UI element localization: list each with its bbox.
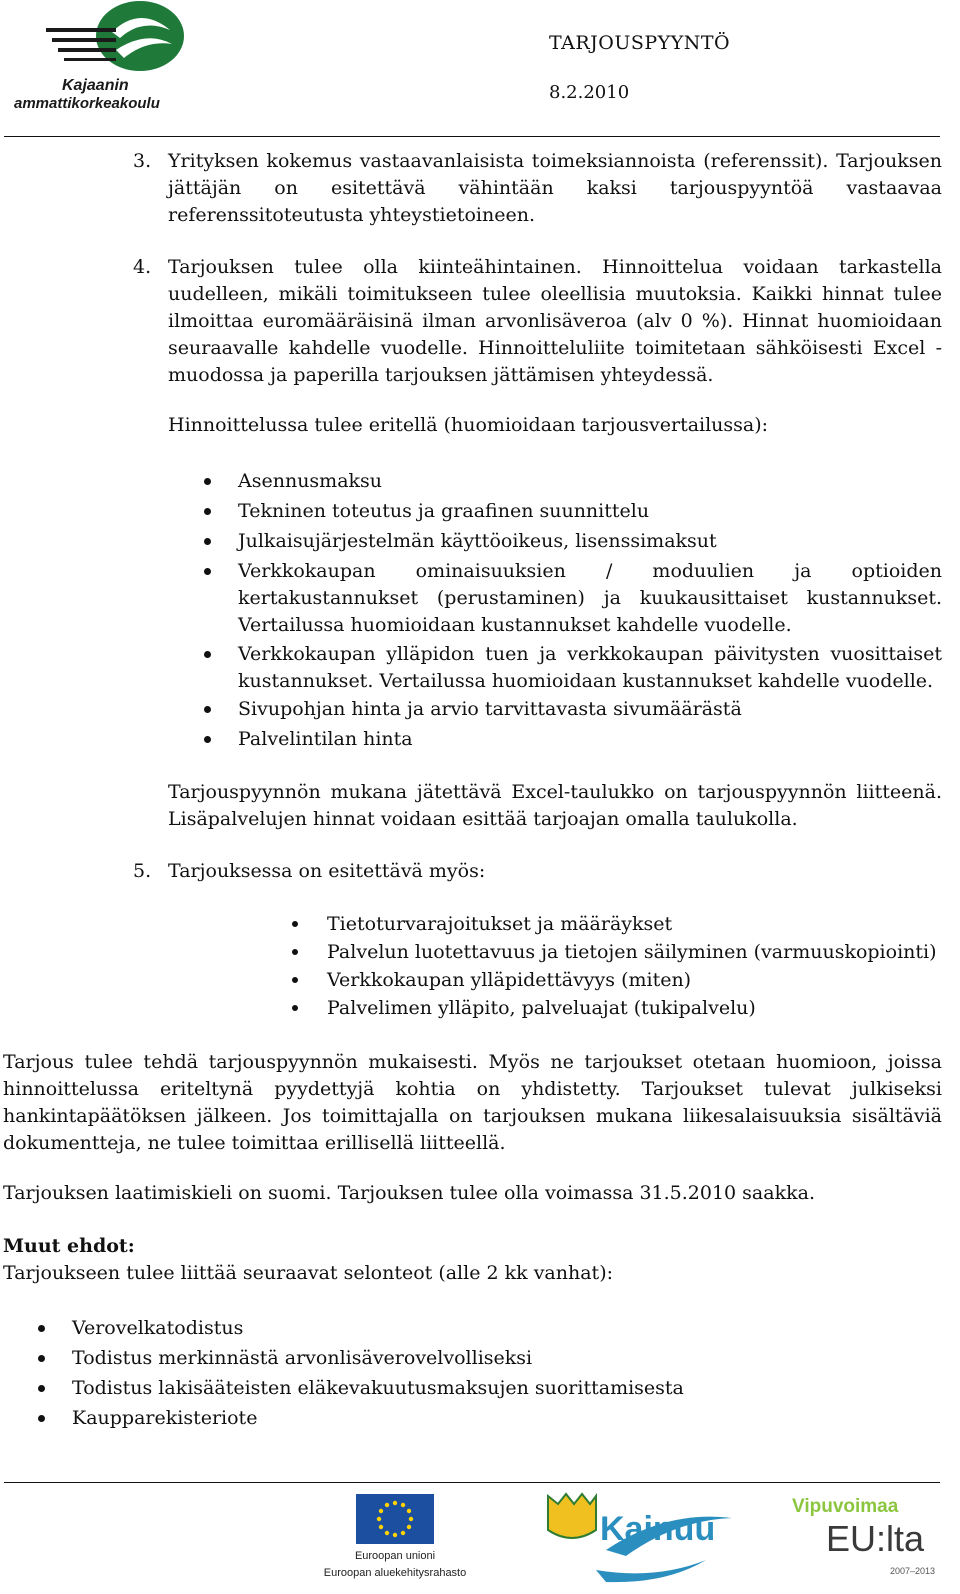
pricing-intro: Hinnoittelussa tulee eritellä (huomioidaan tarjousvertailussa): bbox=[168, 414, 769, 436]
bullet-icon bbox=[292, 977, 298, 983]
language-validity-paragraph: Tarjouksen laatimiskieli on suomi. Tarjouksen tulee olla voimassa 31.5.2010 saakka. bbox=[3, 1182, 815, 1204]
document-title: TARJOUSPYYNTÖ bbox=[549, 32, 731, 54]
list-item: Palvelun luotettavuus ja tietojen säilyminen (varmuuskopiointi) bbox=[327, 941, 937, 963]
bullet-icon bbox=[204, 478, 211, 485]
list-item: Sivupohjan hinta ja arvio tarvittavasta sivumäärästä bbox=[238, 698, 742, 720]
excel-note: Tarjouspyynnön mukana jätettävä Excel-taulukko on tarjouspyynnön liitteenä. Lisäpalvelujen hinnat voidaan esittää tarjoajan omalla taulukolla. bbox=[168, 781, 942, 830]
logo-line1: Kajaanin bbox=[62, 77, 129, 94]
other-terms-intro: Tarjoukseen tulee liittää seuraavat selonteot (alle 2 kk vanhat): bbox=[3, 1262, 614, 1284]
bullet-icon bbox=[38, 1415, 45, 1422]
list-item: Julkaisujärjestelmän käyttöoikeus, lisenssimaksut bbox=[238, 530, 717, 552]
eu-line2: Euroopan aluekehitysrahasto bbox=[323, 1567, 467, 1579]
document-date: 8.2.2010 bbox=[549, 82, 630, 103]
other-terms-heading: Muut ehdot: bbox=[3, 1235, 135, 1257]
bullet-icon bbox=[292, 921, 298, 927]
bullet-icon bbox=[38, 1355, 45, 1362]
list-item: Verkkokaupan ylläpidettävyys (miten) bbox=[327, 969, 692, 991]
bullet-icon bbox=[204, 508, 211, 515]
vipuvoimaa-logo bbox=[790, 1494, 940, 1590]
program-years: 2007–2013 bbox=[890, 1566, 936, 1576]
bullet-icon bbox=[292, 1005, 298, 1011]
bullet-icon bbox=[204, 538, 211, 545]
vipuvoimaa-text: Vipuvoimaa bbox=[792, 1496, 899, 1517]
eu-line1: Euroopan unioni bbox=[354, 1550, 436, 1562]
kainuu-logo bbox=[546, 1490, 736, 1590]
eu-logo bbox=[322, 1494, 468, 1590]
offer-paragraph: Tarjous tulee tehdä tarjouspyynnön mukaisesti. Myös ne tarjoukset otetaan huomioon, joissa hinnoittelussa eriteltynä pyydettyjä kohtia on yhdistetty. Tarjoukset tulevat julkiseksi hankintapäätöksen jälkeen. Jos toimittajalla on tarjouksen mukana liikesalaisuuksia sisältäviä dokumentteja, ne tulee toimittaa erillisellä liitteellä. bbox=[3, 1051, 942, 1154]
bullet-icon bbox=[292, 949, 298, 955]
kamk-emblem-icon bbox=[42, 0, 192, 80]
item-number-3: 3. bbox=[133, 150, 152, 172]
list-item: Verkkokaupan ylläpidon tuen ja verkkokaupan päivitysten vuosittaiset kustannukset. Vertailussa huomioidaan kustannukset kahdelle vuodelle. bbox=[238, 643, 942, 692]
list-item: Palvelimen ylläpito, palveluajat (tukipalvelu) bbox=[327, 997, 756, 1019]
item-number-5: 5. bbox=[133, 860, 152, 882]
list-item: Todistus merkinnästä arvonlisäverovelvolliseksi bbox=[72, 1347, 533, 1369]
kainuu-wordmark: Kainuu bbox=[600, 1510, 716, 1548]
list-item: Todistus lakisääteisten eläkevakuutusmaksujen suorittamisesta bbox=[72, 1377, 684, 1399]
list-item: Verovelkatodistus bbox=[72, 1317, 244, 1339]
bullet-icon bbox=[38, 1385, 45, 1392]
bullet-icon bbox=[204, 706, 211, 713]
logo-line2: ammattikorkeakoulu bbox=[14, 95, 160, 112]
kamk-logo bbox=[12, 0, 202, 115]
item-4-text: Tarjouksen tulee olla kiinteähintainen. Hinnoittelua voidaan tarkastella uudelleen, mikäli toimitukseen tulee oleellisia muutoksia. Kaikki hinnat tulee ilmoittaa euromääräisinä ilman arvonlisäveroa (alv 0 %). Hinnat huomioidaan seuraavalle kahdelle vuodelle. Hinnoitteluliite toimitetaan sähköisesti Excel -muodossa ja paperilla tarjouksen jättämisen yhteydessä. bbox=[168, 256, 942, 386]
list-item: Tietoturvarajoitukset ja määräykset bbox=[327, 913, 673, 935]
list-item: Asennusmaksu bbox=[238, 470, 383, 492]
list-item: Kaupparekisteriote bbox=[72, 1407, 258, 1429]
bullet-icon bbox=[204, 568, 211, 575]
bullet-icon bbox=[204, 651, 211, 658]
item-3-text: Yrityksen kokemus vastaavanlaisista toimeksiannoista (referenssit). Tarjouksen jättäjän on esitettävä vähintään kaksi tarjouspyyntöä vastaavaa referenssitoteutusta yhteystietoineen. bbox=[168, 150, 942, 226]
item-number-4: 4. bbox=[133, 256, 152, 278]
footer-divider bbox=[4, 1482, 940, 1483]
list-item: Verkkokaupan ominaisuuksien / moduulien ja optioiden kertakustannukset (perustaminen) ja kuukausittaiset kustannukset. Vertailussa huomioidaan kustannukset kahdelle vuodelle. bbox=[238, 560, 942, 636]
list-item: Tekninen toteutus ja graafinen suunnittelu bbox=[238, 500, 650, 522]
eu-lta-text: EU:lta bbox=[826, 1518, 925, 1559]
bullet-icon bbox=[38, 1325, 45, 1332]
header-divider bbox=[4, 136, 940, 137]
bullet-icon bbox=[204, 736, 211, 743]
list-item: Palvelintilan hinta bbox=[238, 728, 413, 750]
eu-flag-icon bbox=[356, 1494, 434, 1544]
item-5-text: Tarjouksessa on esitettävä myös: bbox=[168, 860, 486, 882]
